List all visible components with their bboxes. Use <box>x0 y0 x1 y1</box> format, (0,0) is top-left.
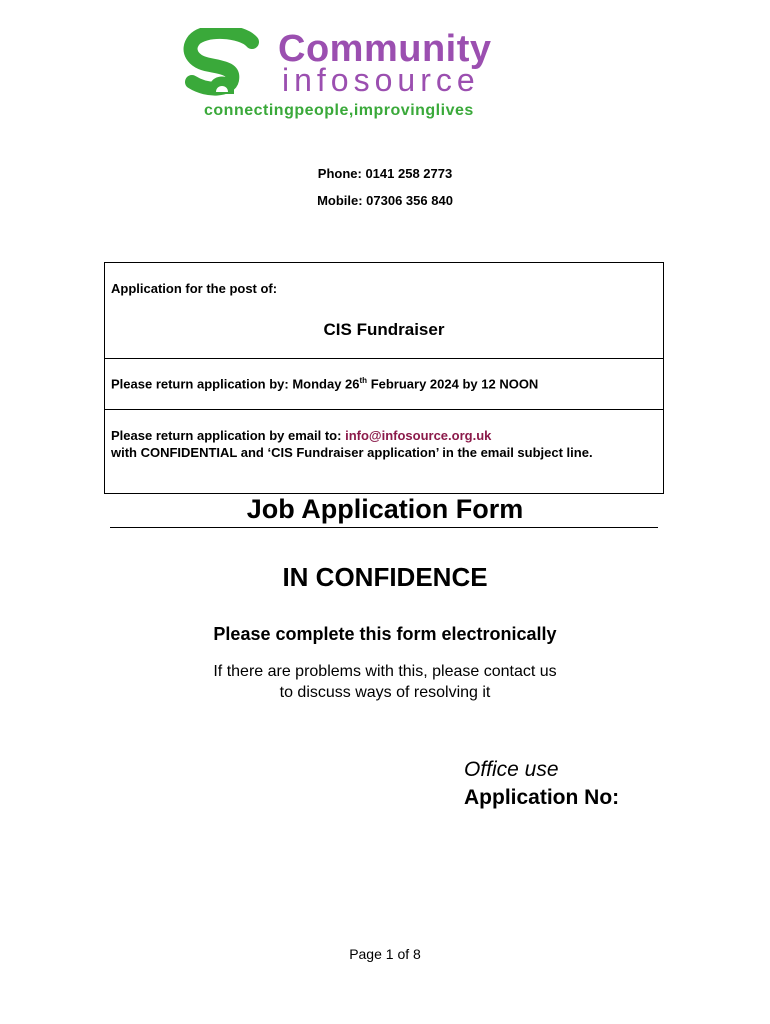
phone-number: Phone: 0141 258 2773 <box>317 166 453 181</box>
email-link[interactable]: info@infosource.org.uk <box>345 428 492 443</box>
help-line-1: If there are problems with this, please contact us <box>213 663 557 680</box>
deadline-suffix: February 2024 by 12 NOON <box>367 376 539 392</box>
logo-s-mark-icon <box>182 28 266 98</box>
logo-tagline: connectingpeople,improvinglives <box>204 102 474 119</box>
email-note: with CONFIDENTIAL and ‘CIS Fundraiser application’ in the email subject line. <box>111 445 593 460</box>
post-cell <box>104 262 664 359</box>
form-title: Job Application Form <box>246 494 524 524</box>
deadline-superscript: th <box>359 376 368 385</box>
deadline-prefix: Please return application by: Monday 26 <box>111 376 360 392</box>
email-prefix: Please return application by email to: <box>111 428 346 443</box>
title-divider <box>110 527 658 528</box>
confidence-heading: IN CONFIDENCE <box>282 562 488 592</box>
deadline-text <box>111 376 538 391</box>
mobile-number: Mobile: 07306 356 840 <box>317 193 453 208</box>
email-cell <box>104 409 664 494</box>
email-instructions <box>111 427 655 461</box>
page-number: Page 1 of 8 <box>349 946 421 962</box>
post-title: CIS Fundraiser <box>323 320 445 339</box>
application-number-label: Application No: <box>464 786 620 809</box>
help-line-2: to discuss ways of resolving it <box>279 684 491 701</box>
office-use-label: Office use <box>464 758 559 781</box>
logo-title: Community <box>278 28 492 70</box>
logo-subtitle: infosource <box>282 62 480 98</box>
post-label: Application for the post of: <box>111 281 278 296</box>
logo <box>182 28 602 124</box>
deadline-cell <box>104 358 664 410</box>
instruction-text: Please complete this form electronically <box>213 624 557 644</box>
